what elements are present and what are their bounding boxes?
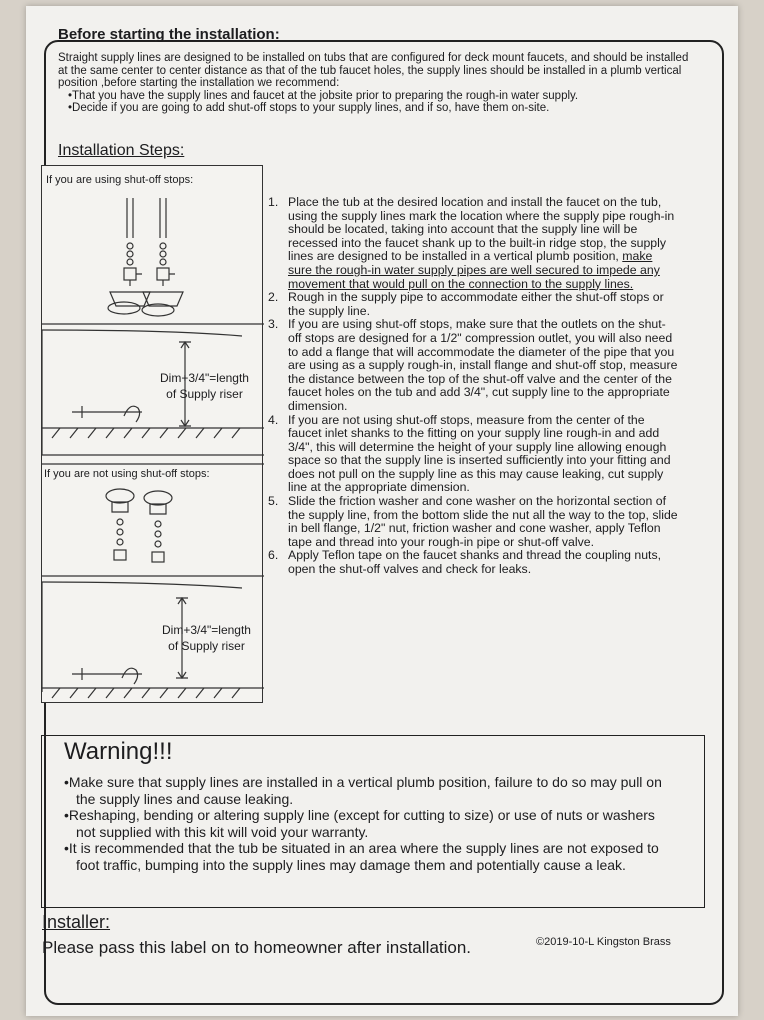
step-item [268, 318, 678, 413]
step-number: 4. [268, 412, 279, 427]
step-item [268, 291, 678, 318]
step-text: If you are not using shut-off stops, measure from the center of the faucet inlet shanks to the fitting on your supply line rough-in and add 3/4", this will determine the height of your supply line allowing enough space so that the supply line is inserted sufficiently into your fitting and does not pull on the supply line as this may cause leaking, cut supply line at the appropriate dimension. [288, 412, 671, 495]
pass-label-note: Please pass this label on to homeowner after installation. [42, 938, 472, 957]
dimension-line2: of Supply riser [166, 387, 243, 401]
diagram-label-with-stops: If you are using shut-off stops: [46, 174, 194, 186]
dimension-line1: Dim+3/4"=length [162, 623, 251, 637]
warning-title: Warning!!! [64, 738, 173, 765]
warning-list [64, 774, 664, 873]
intro-text [58, 52, 698, 115]
intro-paragraph: Straight supply lines are designed to be installed on tubs that are configured for deck mount faucets, and should be installed at the same center to center distance as that of the tub faucet holes, the supply lines should be installed in a plumb vertical position ,before starting the installation we recommend: [58, 52, 689, 89]
intro-bullets [58, 90, 698, 115]
intro-bullet: • That you have the supply lines and faucet at the jobsite prior to preparing the rough-in water supply. [68, 90, 698, 103]
dimension-label-bottom [162, 622, 251, 654]
dimension-line1: Dim+3/4"=length [160, 371, 249, 385]
before-installation-title: Before starting the installation: [58, 26, 280, 43]
step-number: 1. [268, 195, 279, 209]
step-item [268, 196, 678, 291]
installer-heading: Installer: [42, 912, 111, 932]
warning-item: • Make sure that supply lines are installed in a vertical plumb position, failure to do so may pull on the supply lines and cause leaking. [64, 774, 664, 807]
step-text: If you are using shut-off stops, make sure that the outlets on the shut-off stops are designed for a 1/2" compression outlet, you will also need to add a flange that will accommodate the diameter of the pipe that you are using as a supply rough-in, install flange and shut-off stop, measure the distance between the top of the shut-off valve and the center of the faucet holes on the tub and add 3/4", cut supply line to the appropriate dimension. [288, 317, 678, 413]
step-body: Place the tub at the desired location and install the faucet on the tub, using the supply lines mark the location where the supply pipe rough-in should be located, taking into account that the supply line will be recessed into the faucet shank up to the built-in ridge stop, the supply lines are designed to be installed in a vertical plumb position, [288, 195, 675, 264]
installation-steps-list [268, 196, 678, 577]
step-number: 2. [268, 290, 279, 305]
dimension-line2: of Supply riser [168, 639, 245, 653]
step-text: Rough in the supply pipe to accommodate either the shut-off stops or the supply line. [288, 290, 664, 318]
step-number: 5. [268, 494, 279, 509]
step-text: Slide the friction washer and cone washer on the horizontal section of the supply line, from the bottom slide the nut all the way to the top, slide in bell flange, 1/2" nut, friction washer and cone washer, apply Teflon tape and thread into your rough-in pipe or shut-off valve. [288, 494, 678, 549]
dimension-label-top [160, 370, 249, 402]
step-item [268, 549, 678, 576]
step-underlined-text: make sure the rough-in water supply pipes are well secured to impede any movement that would pull on the connection to the supply lines. [288, 249, 660, 291]
warning-box [41, 735, 705, 908]
supply-line-with-stops-drawing [108, 198, 183, 316]
step-number: 6. [268, 548, 279, 563]
step-text: Apply Teflon tape on the faucet shanks and thread the coupling nuts, open the shut-off valves and check for leaks. [288, 548, 662, 577]
warning-item: • It is recommended that the tub be situated in an area where the supply lines are not exposed to foot traffic, bumping into the supply lines may damage them and potentially cause a leak. [64, 840, 664, 873]
step-item [268, 495, 678, 549]
step-item [268, 414, 678, 496]
step-number: 3. [268, 317, 279, 332]
diagram-label-without-stops: If you are not using shut-off stops: [44, 468, 210, 480]
intro-bullet: • Decide if you are going to add shut-off stops to your supply lines, and if so, have them on-site. [68, 102, 698, 115]
installation-diagram [41, 165, 263, 703]
copyright-text: ©2019-10-L Kingston Brass [536, 936, 671, 948]
warning-item: • Reshaping, bending or altering supply line (except for cutting to size) or use of nuts or washers not supplied with this kit will void your warranty. [64, 807, 664, 840]
supply-line-without-stops-drawing [106, 489, 172, 562]
installation-steps-title: Installation Steps: [58, 142, 185, 159]
step-text [288, 196, 678, 291]
